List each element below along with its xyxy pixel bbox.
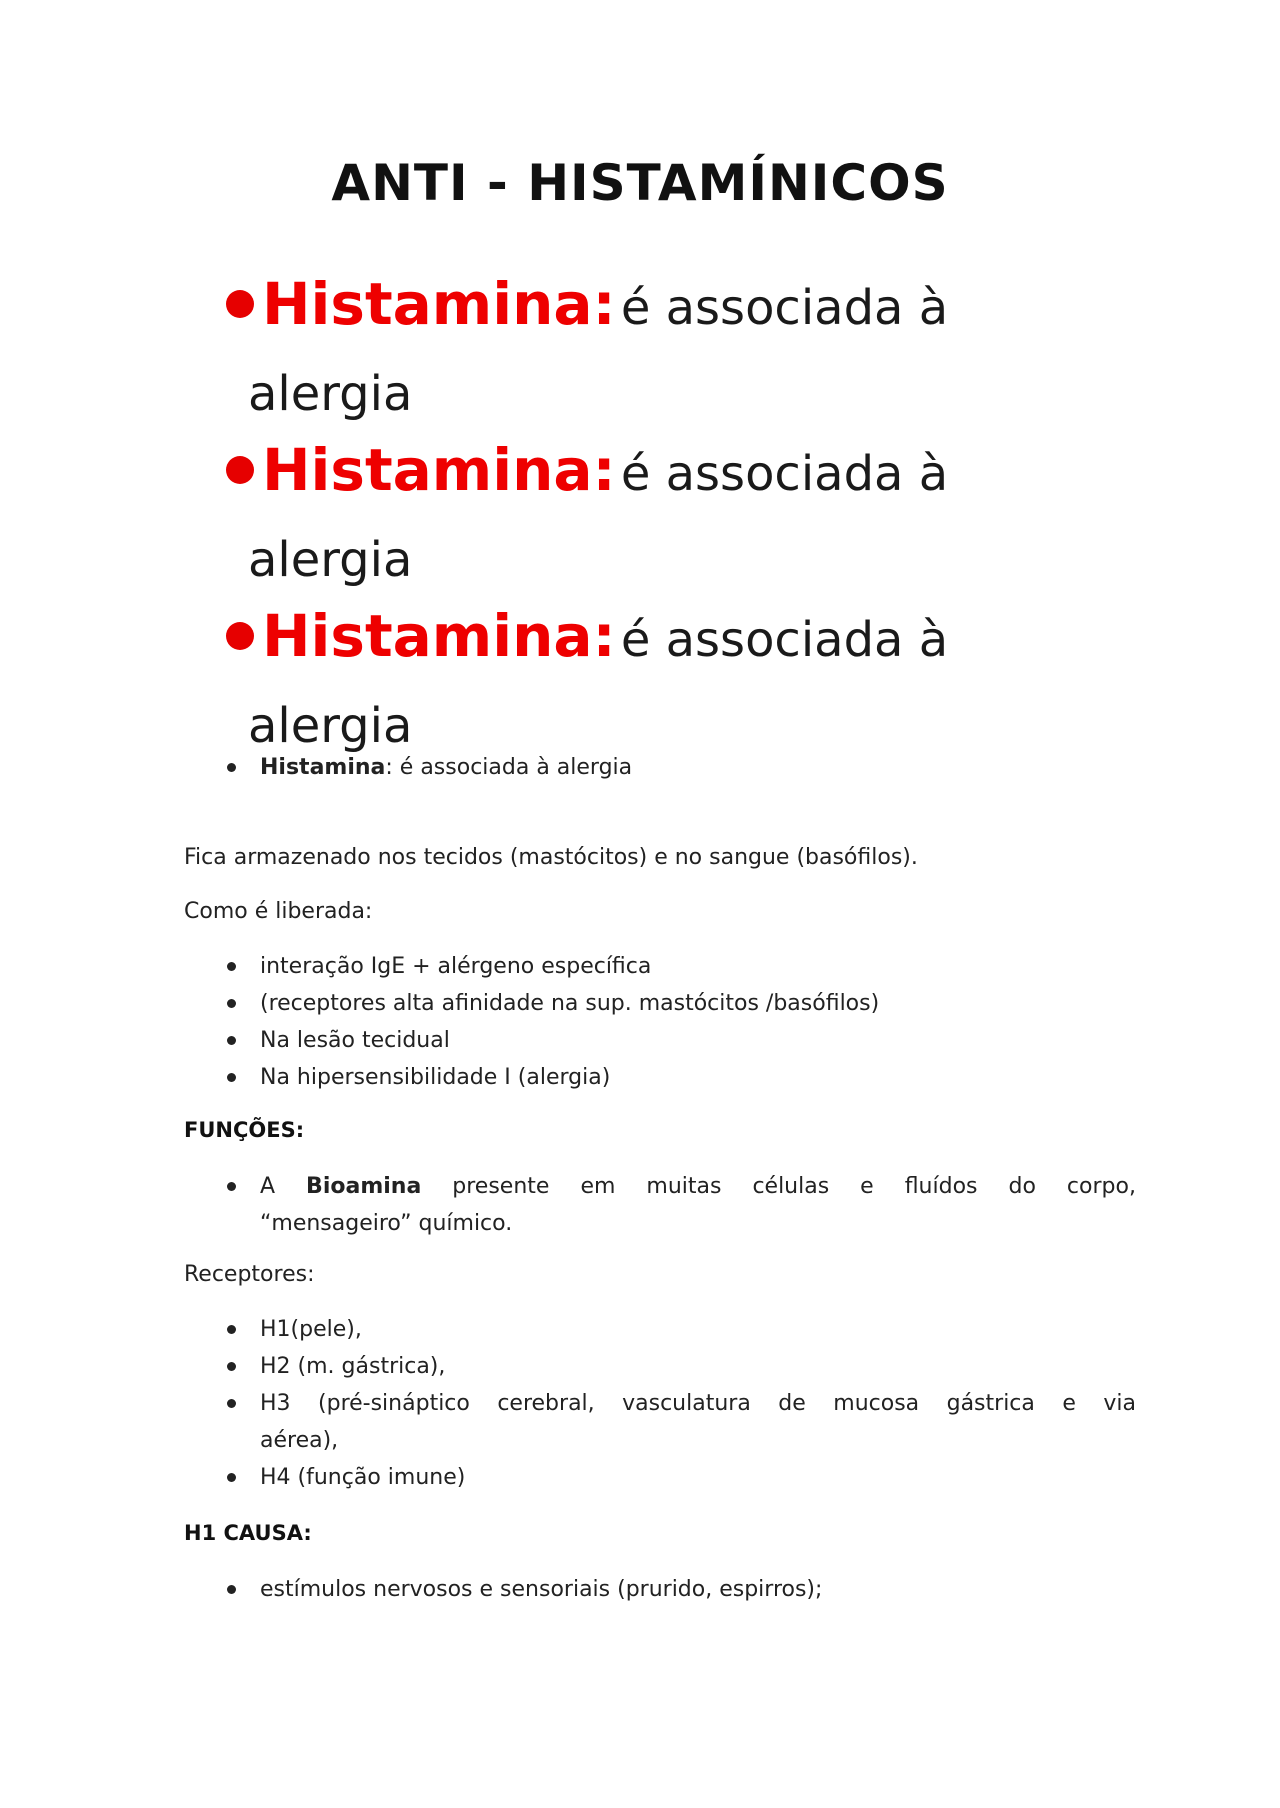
description-continued: alergia [248, 366, 413, 422]
bullet-icon [227, 1036, 236, 1045]
small-histamine-list [222, 749, 632, 786]
list-item-line2: aérea), [260, 1428, 339, 1453]
description-continued: alergia [248, 532, 413, 588]
word: de [778, 1391, 806, 1416]
word: vasculatura [622, 1391, 751, 1416]
list-item [222, 1168, 1136, 1242]
functions-list [222, 1168, 1136, 1242]
description-continued: alergia [248, 698, 413, 754]
receptors-label: Receptores: [184, 1262, 315, 1287]
description: é associada à [620, 446, 949, 502]
list-item-text: Na lesão tecidual [260, 1028, 450, 1053]
word: fluídos [904, 1174, 978, 1199]
word: via [1103, 1391, 1136, 1416]
term: Histamina: [262, 602, 616, 670]
word: H3 [260, 1391, 291, 1416]
list-item-line [262, 428, 1042, 527]
bullet-icon [226, 622, 254, 650]
word: cerebral, [497, 1391, 595, 1416]
list-item-text: estímulos nervosos e sensoriais (prurido, espirros); [260, 1577, 823, 1602]
term: Histamina [260, 755, 386, 780]
list-item-text: Na hipersensibilidade I (alergia) [260, 1065, 611, 1090]
bullet-icon [226, 290, 254, 318]
bullet-icon [226, 456, 254, 484]
list-item [222, 749, 632, 786]
bullet-icon [227, 763, 236, 772]
word: e [1062, 1391, 1076, 1416]
list-item-line2: “mensageiro” químico. [260, 1211, 513, 1236]
word: corpo, [1066, 1174, 1136, 1199]
bullet-icon [227, 1585, 236, 1594]
list-item [222, 1348, 1136, 1385]
list-item [222, 594, 1042, 760]
list-item [222, 1385, 1136, 1459]
list-item-text: interação IgE + alérgeno específica [260, 954, 652, 979]
page-title: ANTI - HISTAMÍNICOS [331, 154, 949, 212]
word: e [860, 1174, 874, 1199]
bullet-icon [227, 1182, 236, 1191]
term: Histamina: [262, 270, 616, 338]
bullet-icon [227, 1362, 236, 1371]
justified-line [260, 1168, 1136, 1205]
bullet-icon [227, 1473, 236, 1482]
bullet-icon [227, 962, 236, 971]
receptors-list [222, 1311, 1136, 1496]
bullet-icon [227, 1073, 236, 1082]
list-item [222, 1022, 879, 1059]
list-item [222, 1059, 879, 1096]
word: A [260, 1174, 276, 1199]
bullet-icon [227, 1399, 236, 1408]
bullet-icon [227, 999, 236, 1008]
word: muitas [646, 1174, 722, 1199]
word: presente [452, 1174, 550, 1199]
description: é associada à [620, 612, 949, 668]
h1-cause-list [222, 1571, 822, 1608]
word: do [1008, 1174, 1036, 1199]
description: é associada à [620, 280, 949, 336]
list-item-text: (receptores alta afinidade na sup. mastócitos /basófilos) [260, 991, 880, 1016]
release-label: Como é liberada: [184, 899, 373, 924]
list-item [222, 262, 1042, 428]
bullet-icon [227, 1325, 236, 1334]
word: mucosa [833, 1391, 920, 1416]
list-item [222, 1571, 822, 1608]
description: : é associada à alergia [385, 755, 633, 780]
word: células [752, 1174, 830, 1199]
term: Histamina: [262, 436, 616, 504]
list-item-text: H1(pele), [260, 1317, 362, 1342]
highlighted-list [222, 262, 1042, 760]
bold-term: Bioamina [306, 1174, 422, 1199]
list-item [222, 948, 879, 985]
storage-paragraph: Fica armazenado nos tecidos (mastócitos) e no sangue (basófilos). [184, 845, 918, 870]
word: (pré-sináptico [318, 1391, 470, 1416]
h1-cause-heading: H1 CAUSA: [184, 1521, 312, 1545]
list-item-text: H2 (m. gástrica), [260, 1354, 446, 1379]
functions-heading: FUNÇÕES: [184, 1118, 305, 1142]
list-item-line [262, 262, 1042, 361]
list-item [222, 428, 1042, 594]
list-item [222, 1311, 1136, 1348]
list-item-text: H4 (função imune) [260, 1465, 466, 1490]
list-item [222, 1459, 1136, 1496]
list-item-line [262, 594, 1042, 693]
word: gástrica [946, 1391, 1035, 1416]
list-item [222, 985, 879, 1022]
justified-line [260, 1385, 1136, 1422]
release-list [222, 948, 879, 1096]
word: em [580, 1174, 616, 1199]
